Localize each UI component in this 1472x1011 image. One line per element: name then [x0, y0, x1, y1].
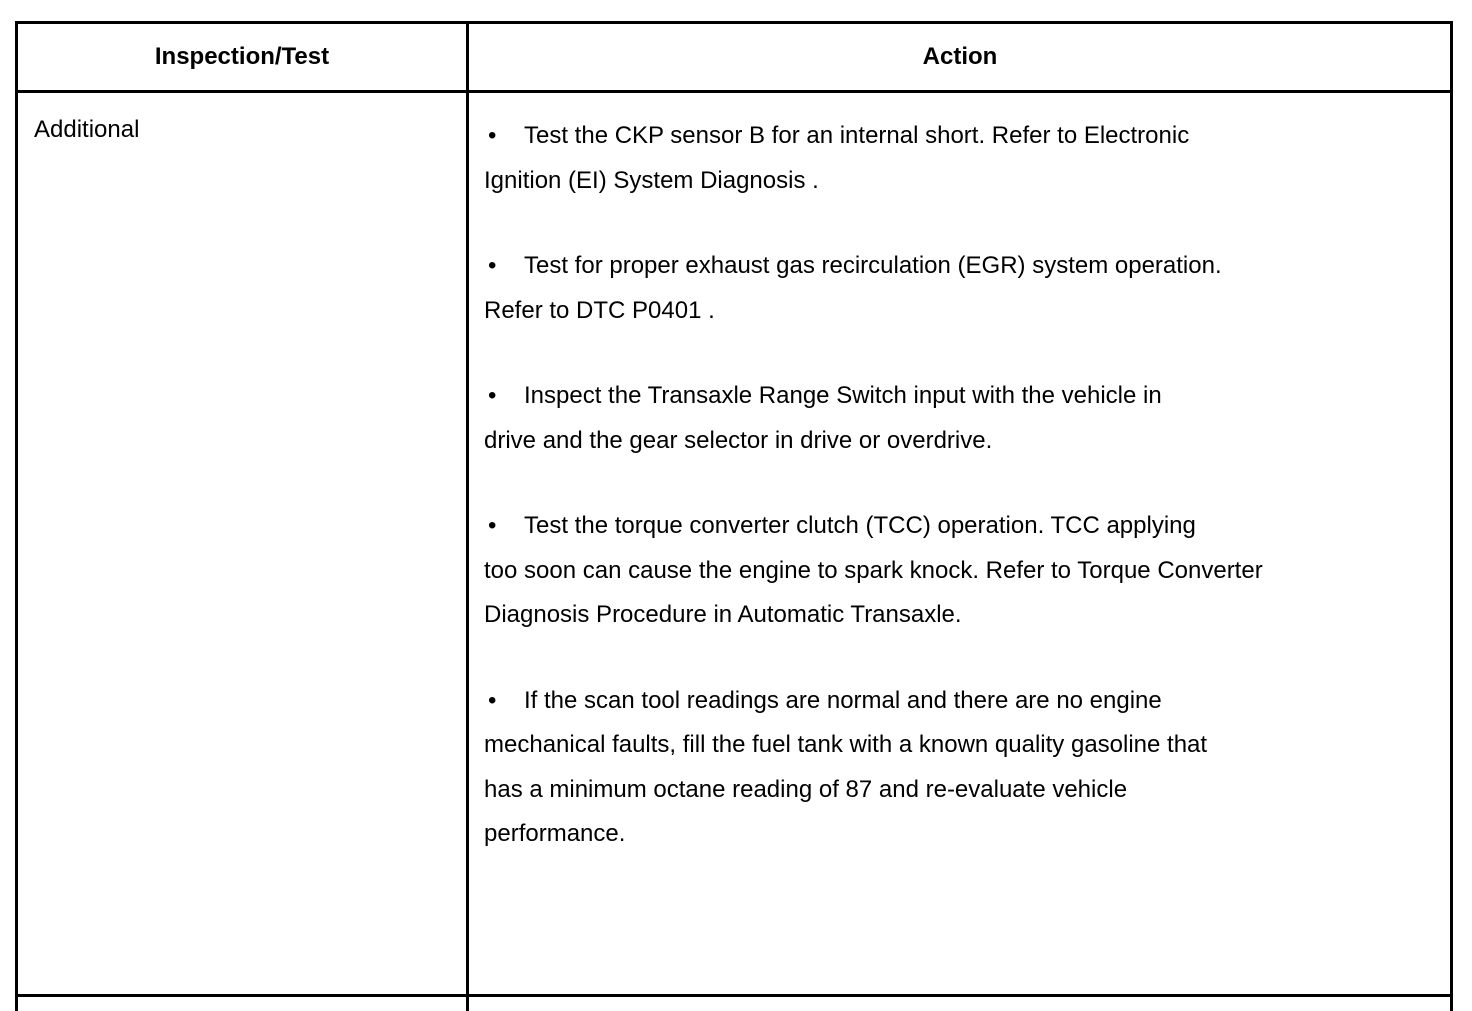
- action-list: [484, 114, 1424, 898]
- action-text: Test the torque converter clutch (TCC) operation. TCC applying too soon can cause the engine to spark knock. Refer to Torque Converter Diagnosis Procedure in Automatic Transaxle.: [484, 512, 1263, 628]
- inspection-table: [15, 21, 1453, 1011]
- action-item: [484, 679, 1424, 857]
- bullet-icon: •: [488, 512, 497, 539]
- cell-inspection-additional: Additional: [34, 116, 140, 143]
- action-item: [484, 374, 1424, 463]
- bullet-icon: •: [488, 686, 497, 714]
- action-text: Test the CKP sensor B for an internal short. Refer to Electronic Ignition (EI) System Diagnosis .: [484, 122, 1190, 194]
- action-item: [484, 244, 1424, 333]
- action-item: [484, 114, 1424, 203]
- action-text: If the scan tool readings are normal and there are no engine mechanical faults, fill the fuel tank with a known quality gasoline that has a minimum octane reading of 87 and re-evaluate vehicle performance.: [484, 686, 1208, 847]
- column-divider: [466, 24, 469, 1011]
- action-item: [484, 504, 1424, 638]
- bullet-icon: •: [488, 382, 497, 409]
- action-text: Inspect the Transaxle Range Switch input with the vehicle in drive and the gear selector in drive or overdrive.: [484, 382, 1162, 454]
- bullet-icon: •: [488, 122, 497, 149]
- action-text: Test for proper exhaust gas recirculation (EGR) system operation. Refer to DTC P0401 .: [484, 252, 1222, 324]
- header-inspection-test: Inspection/Test: [154, 43, 330, 70]
- header-divider: [18, 90, 1450, 93]
- bullet-icon: •: [488, 252, 497, 279]
- table-bottom-border: [18, 994, 1450, 997]
- header-action: Action: [922, 43, 998, 70]
